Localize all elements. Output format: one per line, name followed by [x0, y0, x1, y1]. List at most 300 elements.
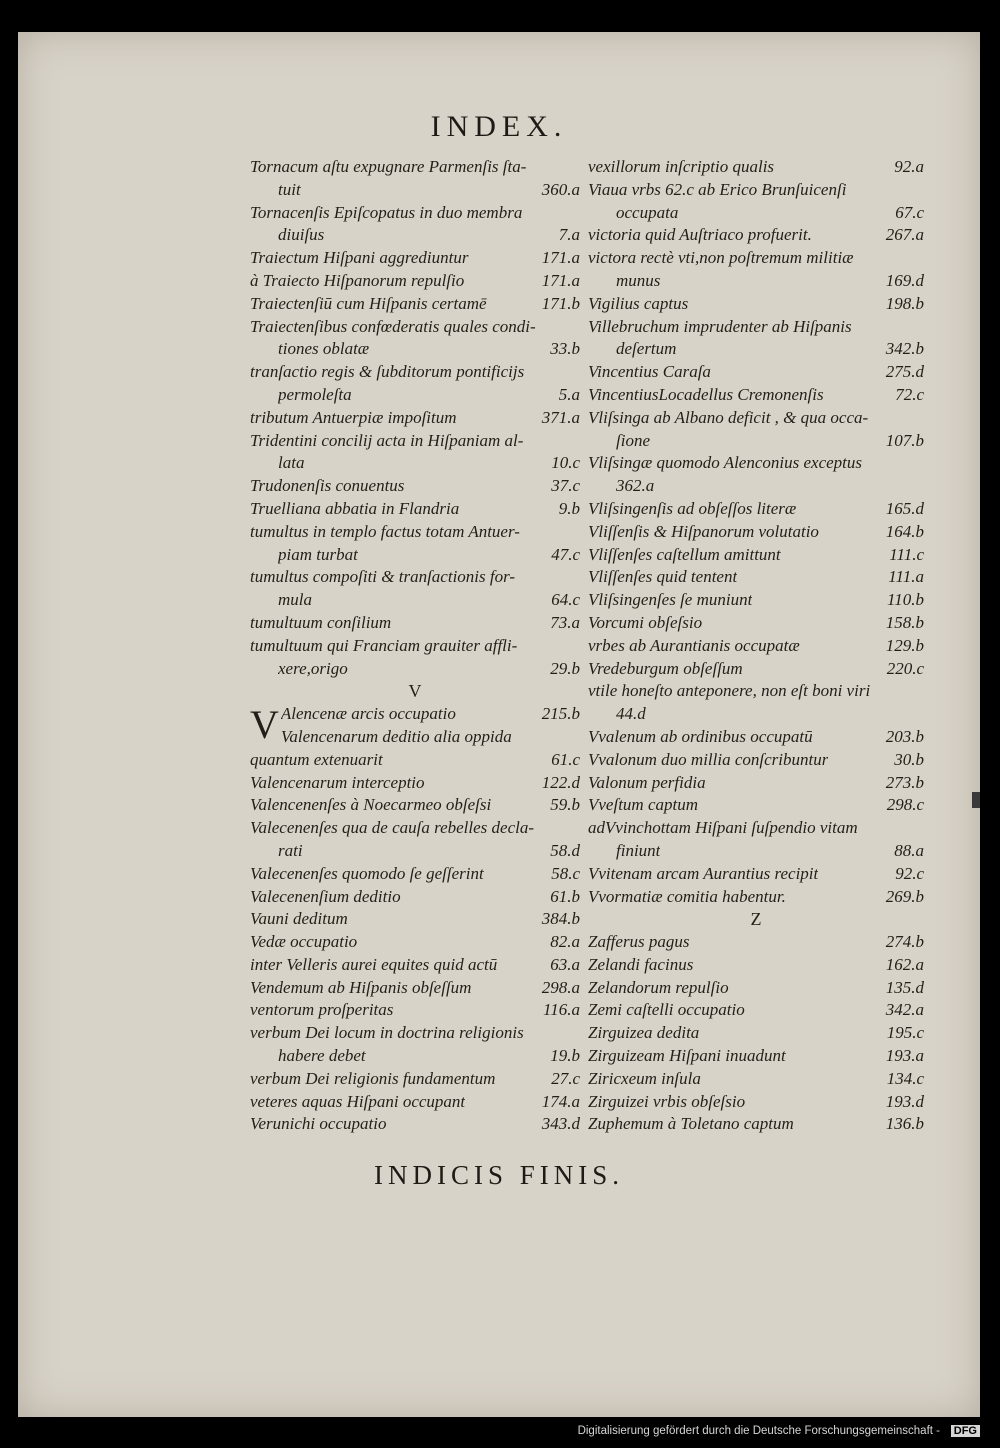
index-entry — [250, 886, 580, 909]
entry-line — [250, 475, 580, 498]
entry-continuation — [588, 270, 924, 293]
index-entry — [250, 1113, 580, 1136]
entry-line — [588, 247, 924, 270]
page-ref: 61.c — [551, 749, 580, 769]
entry-text: Vredeburgum obſeſſum — [588, 658, 743, 678]
page-ref: 267.a — [885, 225, 924, 245]
entry-continuation — [250, 589, 580, 612]
footer-bar — [0, 1417, 1000, 1448]
entry-line — [588, 316, 924, 339]
drop-cap: V — [250, 702, 279, 748]
page-ref: 162.a — [885, 954, 924, 974]
entry-continuation — [588, 338, 924, 361]
entry-text: verbum Dei locum in doctrina religionis — [250, 1023, 524, 1043]
page-ref: 193.a — [885, 1046, 924, 1066]
entry-line — [250, 521, 580, 544]
entry-text: verbum Dei religionis fundamentum — [250, 1068, 496, 1088]
entry-continuation — [281, 726, 580, 749]
entry-line — [588, 384, 924, 407]
entry-line — [250, 817, 580, 840]
index-entry — [588, 658, 924, 681]
entry-line — [588, 361, 924, 384]
entry-text: Vliſsingæ quomodo Alenconius exceptus — [588, 453, 863, 473]
entry-line — [250, 863, 580, 886]
entry-text: à Traiecto Hiſpanorum repulſio — [250, 270, 465, 290]
entry-line — [250, 1091, 580, 1114]
entry-text: Traiectum Hiſpani aggrediuntur — [250, 248, 469, 268]
index-entry — [250, 1022, 580, 1068]
entry-line — [588, 931, 924, 954]
index-entry — [588, 749, 924, 772]
entry-text: tumultuum qui Franciam grauiter affli- — [250, 635, 518, 655]
entry-line — [588, 293, 924, 316]
entry-continuation — [250, 384, 580, 407]
page-ref: 343.d — [541, 1114, 580, 1134]
entry-line — [250, 1068, 580, 1091]
index-entry — [250, 202, 580, 248]
entry-line — [588, 1091, 924, 1114]
index-entry — [250, 270, 580, 293]
index-entry — [250, 863, 580, 886]
index-entry — [588, 954, 924, 977]
entry-line — [250, 886, 580, 909]
entry-text: deſertum — [616, 339, 677, 359]
entry-continuation — [250, 224, 580, 247]
index-entry — [588, 931, 924, 954]
index-entry — [588, 293, 924, 316]
entry-line — [588, 1022, 924, 1045]
entry-text: inter Velleris aurei equites quid actū — [250, 954, 498, 974]
entry-line — [588, 794, 924, 817]
page-ref: 73.a — [550, 612, 580, 632]
page-ref: 92.c — [895, 863, 924, 883]
index-entry — [250, 475, 580, 498]
page-ref: 360.a — [541, 179, 580, 199]
index-entry — [588, 1022, 924, 1045]
entry-text: finiunt — [616, 840, 661, 860]
entry-text: 362.a — [616, 476, 655, 496]
entry-line — [588, 635, 924, 658]
entry-line — [250, 430, 580, 453]
page-ref: 203.b — [885, 726, 924, 746]
index-entry — [588, 999, 924, 1022]
page-ref: 82.a — [550, 932, 580, 952]
entry-line — [250, 293, 580, 316]
entry-text: Traiectenſibus confœderatis quales condi- — [250, 316, 536, 336]
index-entry — [588, 589, 924, 612]
entry-text: Vliſſenſes quid tentent — [588, 567, 738, 587]
page-ref: 37.c — [551, 476, 580, 496]
entry-line — [588, 886, 924, 909]
entry-line — [588, 999, 924, 1022]
entry-line — [250, 156, 580, 179]
index-entry — [250, 772, 580, 795]
entry-line — [250, 612, 580, 635]
entry-line — [250, 247, 580, 270]
page-ref: 5.a — [558, 384, 580, 404]
entry-text: permoleſta — [278, 384, 352, 404]
entry-line — [588, 658, 924, 681]
index-column-left — [250, 156, 580, 1136]
entry-text: habere debet — [278, 1046, 366, 1066]
index-entry — [250, 977, 580, 1000]
page-ref: 269.b — [885, 886, 924, 906]
entry-continuation — [588, 202, 924, 225]
entry-text: lata — [278, 453, 305, 473]
entry-line — [588, 544, 924, 567]
entry-line — [588, 772, 924, 795]
entry-text: Zelandorum repulſio — [588, 977, 729, 997]
page-ref: 342.b — [885, 339, 924, 359]
page-ref: 135.d — [885, 977, 924, 997]
index-entry — [250, 156, 580, 202]
entry-line — [588, 589, 924, 612]
entry-line — [588, 407, 924, 430]
book-page — [18, 32, 980, 1417]
entry-text: Zirguizea dedita — [588, 1023, 700, 1043]
entry-continuation — [250, 658, 580, 681]
index-entry — [588, 680, 924, 726]
page-ref: 33.b — [550, 339, 580, 359]
index-entry — [588, 361, 924, 384]
entry-line — [588, 1113, 924, 1136]
page-ref: 215.b — [541, 704, 580, 724]
entry-text: Vvormatiæ comitia habentur. — [588, 886, 786, 906]
index-entry — [588, 179, 924, 225]
closing-heading: INDICIS FINIS. — [373, 1160, 624, 1190]
index-entry — [588, 886, 924, 909]
section-letter: Z — [750, 909, 762, 930]
entry-line — [250, 361, 580, 384]
page-ref: 63.a — [550, 954, 580, 974]
entry-line — [588, 977, 924, 1000]
entry-line — [250, 772, 580, 795]
page-ref: 134.c — [886, 1068, 924, 1088]
entry-text: vexillorum inſcriptio qualis — [588, 157, 775, 176]
entry-text: piam turbat — [278, 544, 358, 564]
entry-continuation — [250, 452, 580, 475]
entry-text: Valencenenſes à Noecarmeo obſeſsi — [250, 795, 492, 815]
entry-line — [588, 954, 924, 977]
page-ref: 198.b — [885, 293, 924, 313]
entry-text: victoria quid Auſtriaco profuerit. — [588, 225, 812, 245]
entry-text: tumultus compoſiti & tranſactionis for- — [250, 567, 516, 587]
entry-text: Valecenenſium deditio — [250, 886, 401, 906]
entry-line — [588, 156, 924, 179]
entry-text: Vigilius captus — [588, 293, 689, 313]
index-entry — [588, 247, 924, 293]
entry-text: adVvinchottam Hiſpani ſuſpendio vitam — [588, 818, 858, 838]
page-ref: 47.c — [551, 544, 580, 564]
entry-text: Ziricxeum inſula — [588, 1068, 701, 1088]
entry-text: Vendemum ab Hiſpanis obſeſſum — [250, 977, 472, 997]
entry-line — [250, 270, 580, 293]
entry-text: Zirguizeam Hiſpani inuadunt — [588, 1046, 786, 1066]
page-edge-mark — [972, 792, 980, 808]
page-ref: 72.c — [895, 384, 924, 404]
entry-text: Villebruchum imprudenter ab Hiſpanis — [588, 316, 852, 336]
entry-text: Vliſsinga ab Albano deficit , & qua occa- — [588, 407, 869, 427]
entry-line — [588, 224, 924, 247]
page-ref: 342.a — [885, 1000, 924, 1020]
index-entry — [588, 1091, 924, 1114]
index-entry — [588, 977, 924, 1000]
index-entry — [250, 430, 580, 476]
page-ref: 169.d — [885, 270, 924, 290]
index-entry — [588, 1113, 924, 1136]
entry-line — [250, 977, 580, 1000]
entry-line — [250, 794, 580, 817]
entry-line — [250, 498, 580, 521]
entry-continuation — [250, 544, 580, 567]
index-entry — [250, 407, 580, 430]
entry-text: xere,origo — [278, 658, 348, 678]
entry-line — [250, 1022, 580, 1045]
page-ref: 298.a — [541, 977, 580, 997]
entry-text: Vveſtum captum — [588, 795, 698, 815]
page-ref: 174.a — [541, 1091, 580, 1111]
entry-line — [588, 863, 924, 886]
page-ref: 116.a — [543, 1000, 580, 1020]
page-ref: 195.c — [886, 1023, 924, 1043]
entry-text: Verunichi occupatio — [250, 1114, 387, 1134]
index-entry — [250, 1068, 580, 1091]
index-entry — [588, 498, 924, 521]
dfg-logo: DFG — [951, 1425, 980, 1437]
entry-continuation — [250, 179, 580, 202]
page-ref: 193.d — [885, 1091, 924, 1111]
page-ref: 58.d — [550, 840, 580, 860]
entry-text: Tornacum aſtu expugnare Parmenſis ſta- — [250, 157, 527, 176]
entry-text: mula — [278, 590, 312, 610]
page-ref: 88.a — [894, 840, 924, 860]
page-ref: 27.c — [551, 1068, 580, 1088]
entry-line — [588, 498, 924, 521]
index-entry — [250, 612, 580, 635]
entry-line — [588, 726, 924, 749]
page-ref: 10.c — [551, 453, 580, 473]
entry-text: Vorcumi obſeſsio — [588, 612, 703, 632]
page-ref: 158.b — [885, 612, 924, 632]
entry-text: Valecenenſes qua de cauſa rebelles decla- — [250, 818, 535, 838]
page-ref: 384.b — [541, 909, 580, 929]
entry-continuation — [250, 338, 580, 361]
entry-text: Vliſſenſes caſtellum amittunt — [588, 544, 781, 564]
index-entry — [588, 794, 924, 817]
entry-continuation — [588, 475, 924, 498]
page-ref: 129.b — [885, 635, 924, 655]
entry-text: diuiſus — [278, 225, 325, 245]
entry-line — [250, 316, 580, 339]
entry-text: Zuphemum à Toletano captum — [588, 1114, 794, 1134]
page-ref: 107.b — [885, 430, 924, 450]
entry-continuation — [250, 1045, 580, 1068]
entry-text: rati — [278, 840, 303, 860]
entry-line — [250, 954, 580, 977]
entry-text: VincentiusLocadellus Cremonenſis — [588, 384, 824, 404]
entry-line — [281, 703, 580, 726]
entry-text: Vliſsingenſes ſe muniunt — [588, 590, 753, 610]
index-entry — [588, 156, 924, 179]
entry-line — [588, 612, 924, 635]
page-ref: 59.b — [550, 795, 580, 815]
index-entry — [588, 544, 924, 567]
entry-text: Viaua vrbs 62.c ab Erico Brunſuicenſi — [588, 179, 847, 199]
index-entry — [588, 224, 924, 247]
entry-text: ſione — [616, 430, 650, 450]
index-entry — [250, 908, 580, 931]
page-ref: 9.b — [558, 498, 580, 518]
entry-text: Alencenæ arcis occupatio — [280, 704, 456, 724]
page-ref: 30.b — [894, 749, 924, 769]
entry-text: Valonum perfidia — [588, 772, 706, 792]
entry-text: Tornacenſis Epiſcopatus in duo membra — [250, 202, 523, 222]
page-ref: 171.a — [541, 270, 580, 290]
entry-text: vrbes ab Aurantianis occupatæ — [588, 635, 800, 655]
entry-text: ventorum proſperitas — [250, 1000, 394, 1020]
entry-text: Zelandi facinus — [588, 954, 694, 974]
entry-text: Truelliana abbatia in Flandria — [250, 498, 460, 518]
entry-continuation — [250, 749, 580, 772]
page-ref: 275.d — [885, 362, 924, 382]
index-entry — [588, 566, 924, 589]
page-ref: 64.c — [551, 590, 580, 610]
page-ref: 111.c — [889, 544, 924, 564]
entry-line — [250, 999, 580, 1022]
entry-text: Valencenarum deditio alia oppida — [280, 726, 512, 746]
index-entry — [250, 794, 580, 817]
entry-line — [588, 566, 924, 589]
index-entry — [588, 726, 924, 749]
page-ref: 371.a — [541, 407, 580, 427]
entry-line — [250, 931, 580, 954]
entry-text: tiones oblatæ — [278, 339, 370, 359]
index-entry — [588, 612, 924, 635]
page-ref: 273.b — [885, 772, 924, 792]
index-entry — [250, 999, 580, 1022]
index-entry — [250, 521, 580, 567]
entry-line — [588, 179, 924, 202]
entry-text: Vliſſenſis & Hiſpanorum volutatio — [588, 521, 819, 541]
page-ref: 111.a — [888, 567, 924, 587]
entry-text: Vincentius Caraſa — [588, 362, 711, 382]
entry-text: quantum extenuarit — [250, 749, 383, 769]
entry-text: vtile honeſto anteponere, non eſt boni viri — [588, 681, 871, 701]
index-entry — [588, 316, 924, 362]
entry-text: occupata — [616, 202, 679, 222]
entry-text: Zemi caſtelli occupatio — [588, 1000, 745, 1020]
index-column-right — [588, 156, 924, 1136]
page-ref: 122.d — [541, 772, 580, 792]
index-entry — [250, 635, 580, 681]
page-heading: INDEX. — [430, 110, 568, 143]
page-ref: 92.a — [894, 157, 924, 176]
entry-text: tumultuum conſilium — [250, 612, 392, 632]
entry-line — [250, 635, 580, 658]
entry-line — [588, 749, 924, 772]
entry-text: Zirguizei vrbis obſeſsio — [588, 1091, 746, 1111]
footer-credit: Digitalisierung gefördert durch die Deutsche Forschungsgemeinschaft - — [577, 1425, 940, 1437]
page-ref: 164.b — [885, 521, 924, 541]
entry-line — [250, 1113, 580, 1136]
index-entry — [250, 566, 580, 612]
page-ref: 58.c — [551, 863, 580, 883]
page-ref: 29.b — [550, 658, 580, 678]
entry-text: victora rectè vti,non poſtremum militiæ — [588, 248, 854, 268]
entry-line — [588, 680, 924, 703]
index-entry — [588, 863, 924, 886]
page-ref: 61.b — [550, 886, 580, 906]
page-ref: 67.c — [895, 202, 924, 222]
entry-text: munus — [616, 270, 661, 290]
entry-continuation — [588, 430, 924, 453]
index-entry — [250, 293, 580, 316]
entry-line — [250, 407, 580, 430]
index-entry — [588, 407, 924, 453]
entry-text: Trudonenſis conuentus — [250, 476, 405, 496]
index-entry — [250, 817, 580, 863]
page-ref: 110.b — [887, 590, 924, 610]
entry-line — [250, 566, 580, 589]
entry-text: Zafferus pagus — [588, 932, 690, 952]
index-entry — [250, 703, 580, 771]
entry-text: Vedæ occupatio — [250, 932, 358, 952]
page-ref: 19.b — [550, 1046, 580, 1066]
entry-line — [588, 452, 924, 475]
entry-text: Vvalenum ab ordinibus occupatū — [588, 726, 813, 746]
page-ref: 171.b — [541, 293, 580, 313]
entry-continuation — [588, 703, 924, 726]
entry-text: Traiectenſiū cum Hiſpanis certamē — [250, 293, 487, 313]
entry-text: Valencenarum interceptio — [250, 772, 425, 792]
index-entry — [588, 817, 924, 863]
page-ref: 274.b — [885, 932, 924, 952]
entry-line — [588, 1045, 924, 1068]
entry-text: tributum Antuerpiæ impoſitum — [250, 407, 457, 427]
index-entry — [588, 1045, 924, 1068]
index-entry — [250, 498, 580, 521]
page-ref: 7.a — [558, 225, 580, 245]
index-entry — [250, 931, 580, 954]
page-ref: 165.d — [885, 498, 924, 518]
entry-text: Tridentini concilij acta in Hiſpaniam al- — [250, 430, 524, 450]
entry-text: veteres aquas Hiſpani occupant — [250, 1091, 466, 1111]
index-entry — [250, 1091, 580, 1114]
entry-text: tumultus in templo factus totam Antuer- — [250, 521, 520, 541]
page-ref: 171.a — [541, 248, 580, 268]
index-entry — [250, 247, 580, 270]
page-ref: 220.c — [886, 658, 924, 678]
entry-text: tuit — [278, 179, 301, 199]
index-entry — [588, 635, 924, 658]
section-letter: V — [408, 681, 422, 702]
entry-line — [250, 202, 580, 225]
entry-text: Vvalonum duo millia conſcribuntur — [588, 749, 829, 769]
entry-continuation — [588, 840, 924, 863]
page-ref: 136.b — [885, 1114, 924, 1134]
index-entry — [250, 954, 580, 977]
entry-line — [588, 521, 924, 544]
index-entry — [588, 452, 924, 498]
index-entry — [588, 384, 924, 407]
index-entry — [250, 361, 580, 407]
index-entry — [250, 316, 580, 362]
entry-text: Vvitenam arcam Aurantius recipit — [588, 863, 819, 883]
entry-text: 44.d — [616, 704, 646, 724]
entry-text: tranſactio regis & ſubditorum pontificijs — [250, 362, 525, 382]
index-entry — [588, 1068, 924, 1091]
page-ref: 298.c — [886, 795, 924, 815]
